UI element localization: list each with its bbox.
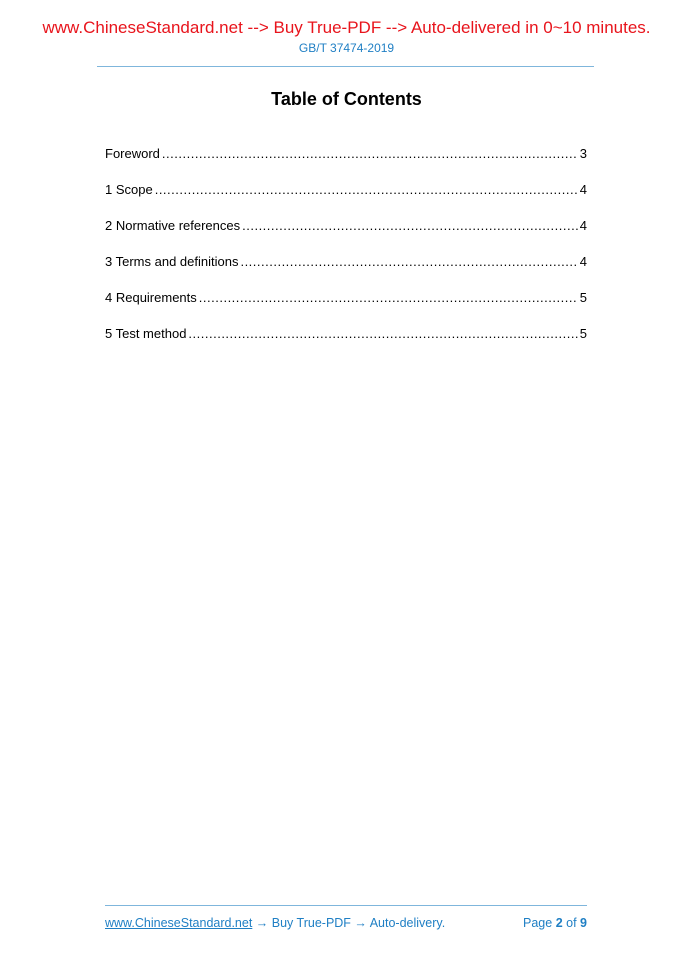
toc-entry-page: 3 (579, 146, 587, 161)
dot-leader (240, 254, 577, 269)
toc-entry-label: 4 Requirements (105, 290, 197, 305)
dot-leader (199, 290, 578, 305)
toc-entry-label: 3 Terms and definitions (105, 254, 239, 269)
toc-entry-test-method[interactable] (105, 326, 587, 362)
footer-promo (105, 916, 445, 930)
dot-leader (188, 326, 577, 341)
dot-leader (162, 146, 578, 161)
toc-entry-label: 2 Normative references (105, 218, 241, 233)
toc-entry-terms-definitions[interactable] (105, 254, 587, 290)
toc-entry-label: Foreword (105, 146, 160, 161)
toc-title: Table of Contents (271, 89, 422, 109)
toc-entry-normative-references[interactable] (105, 218, 587, 254)
toc-entry-page: 5 (579, 290, 587, 305)
standard-code: GB/T 37474-2019 (298, 41, 395, 55)
page-current: 2 (555, 916, 563, 930)
site-link[interactable]: www.ChineseStandard.net (105, 916, 253, 930)
dot-leader (155, 182, 578, 197)
footer-promo-text: → Buy True-PDF → Auto-delivery. (252, 916, 446, 930)
toc-entry-page: 4 (579, 182, 587, 197)
toc-list (105, 146, 587, 362)
promo-banner: www.ChineseStandard.net --> Buy True-PDF --> Auto-delivered in 0~10 minutes. (42, 18, 651, 37)
page-total: 9 (580, 916, 587, 930)
toc-entry-page: 4 (579, 254, 587, 269)
toc-entry-requirements[interactable] (105, 290, 587, 326)
footer-divider (105, 905, 587, 906)
toc-entry-foreword[interactable] (105, 146, 587, 182)
header-divider (97, 66, 594, 67)
toc-entry-label: 5 Test method (105, 326, 187, 341)
toc-entry-scope[interactable] (105, 182, 587, 218)
page-indicator (523, 916, 587, 930)
dot-leader (242, 218, 578, 233)
page-word: Page (523, 916, 553, 930)
toc-entry-page: 4 (579, 218, 587, 233)
toc-entry-page: 5 (579, 326, 587, 341)
page-footer (105, 916, 587, 930)
toc-entry-label: 1 Scope (105, 182, 153, 197)
of-word: of (566, 916, 577, 930)
